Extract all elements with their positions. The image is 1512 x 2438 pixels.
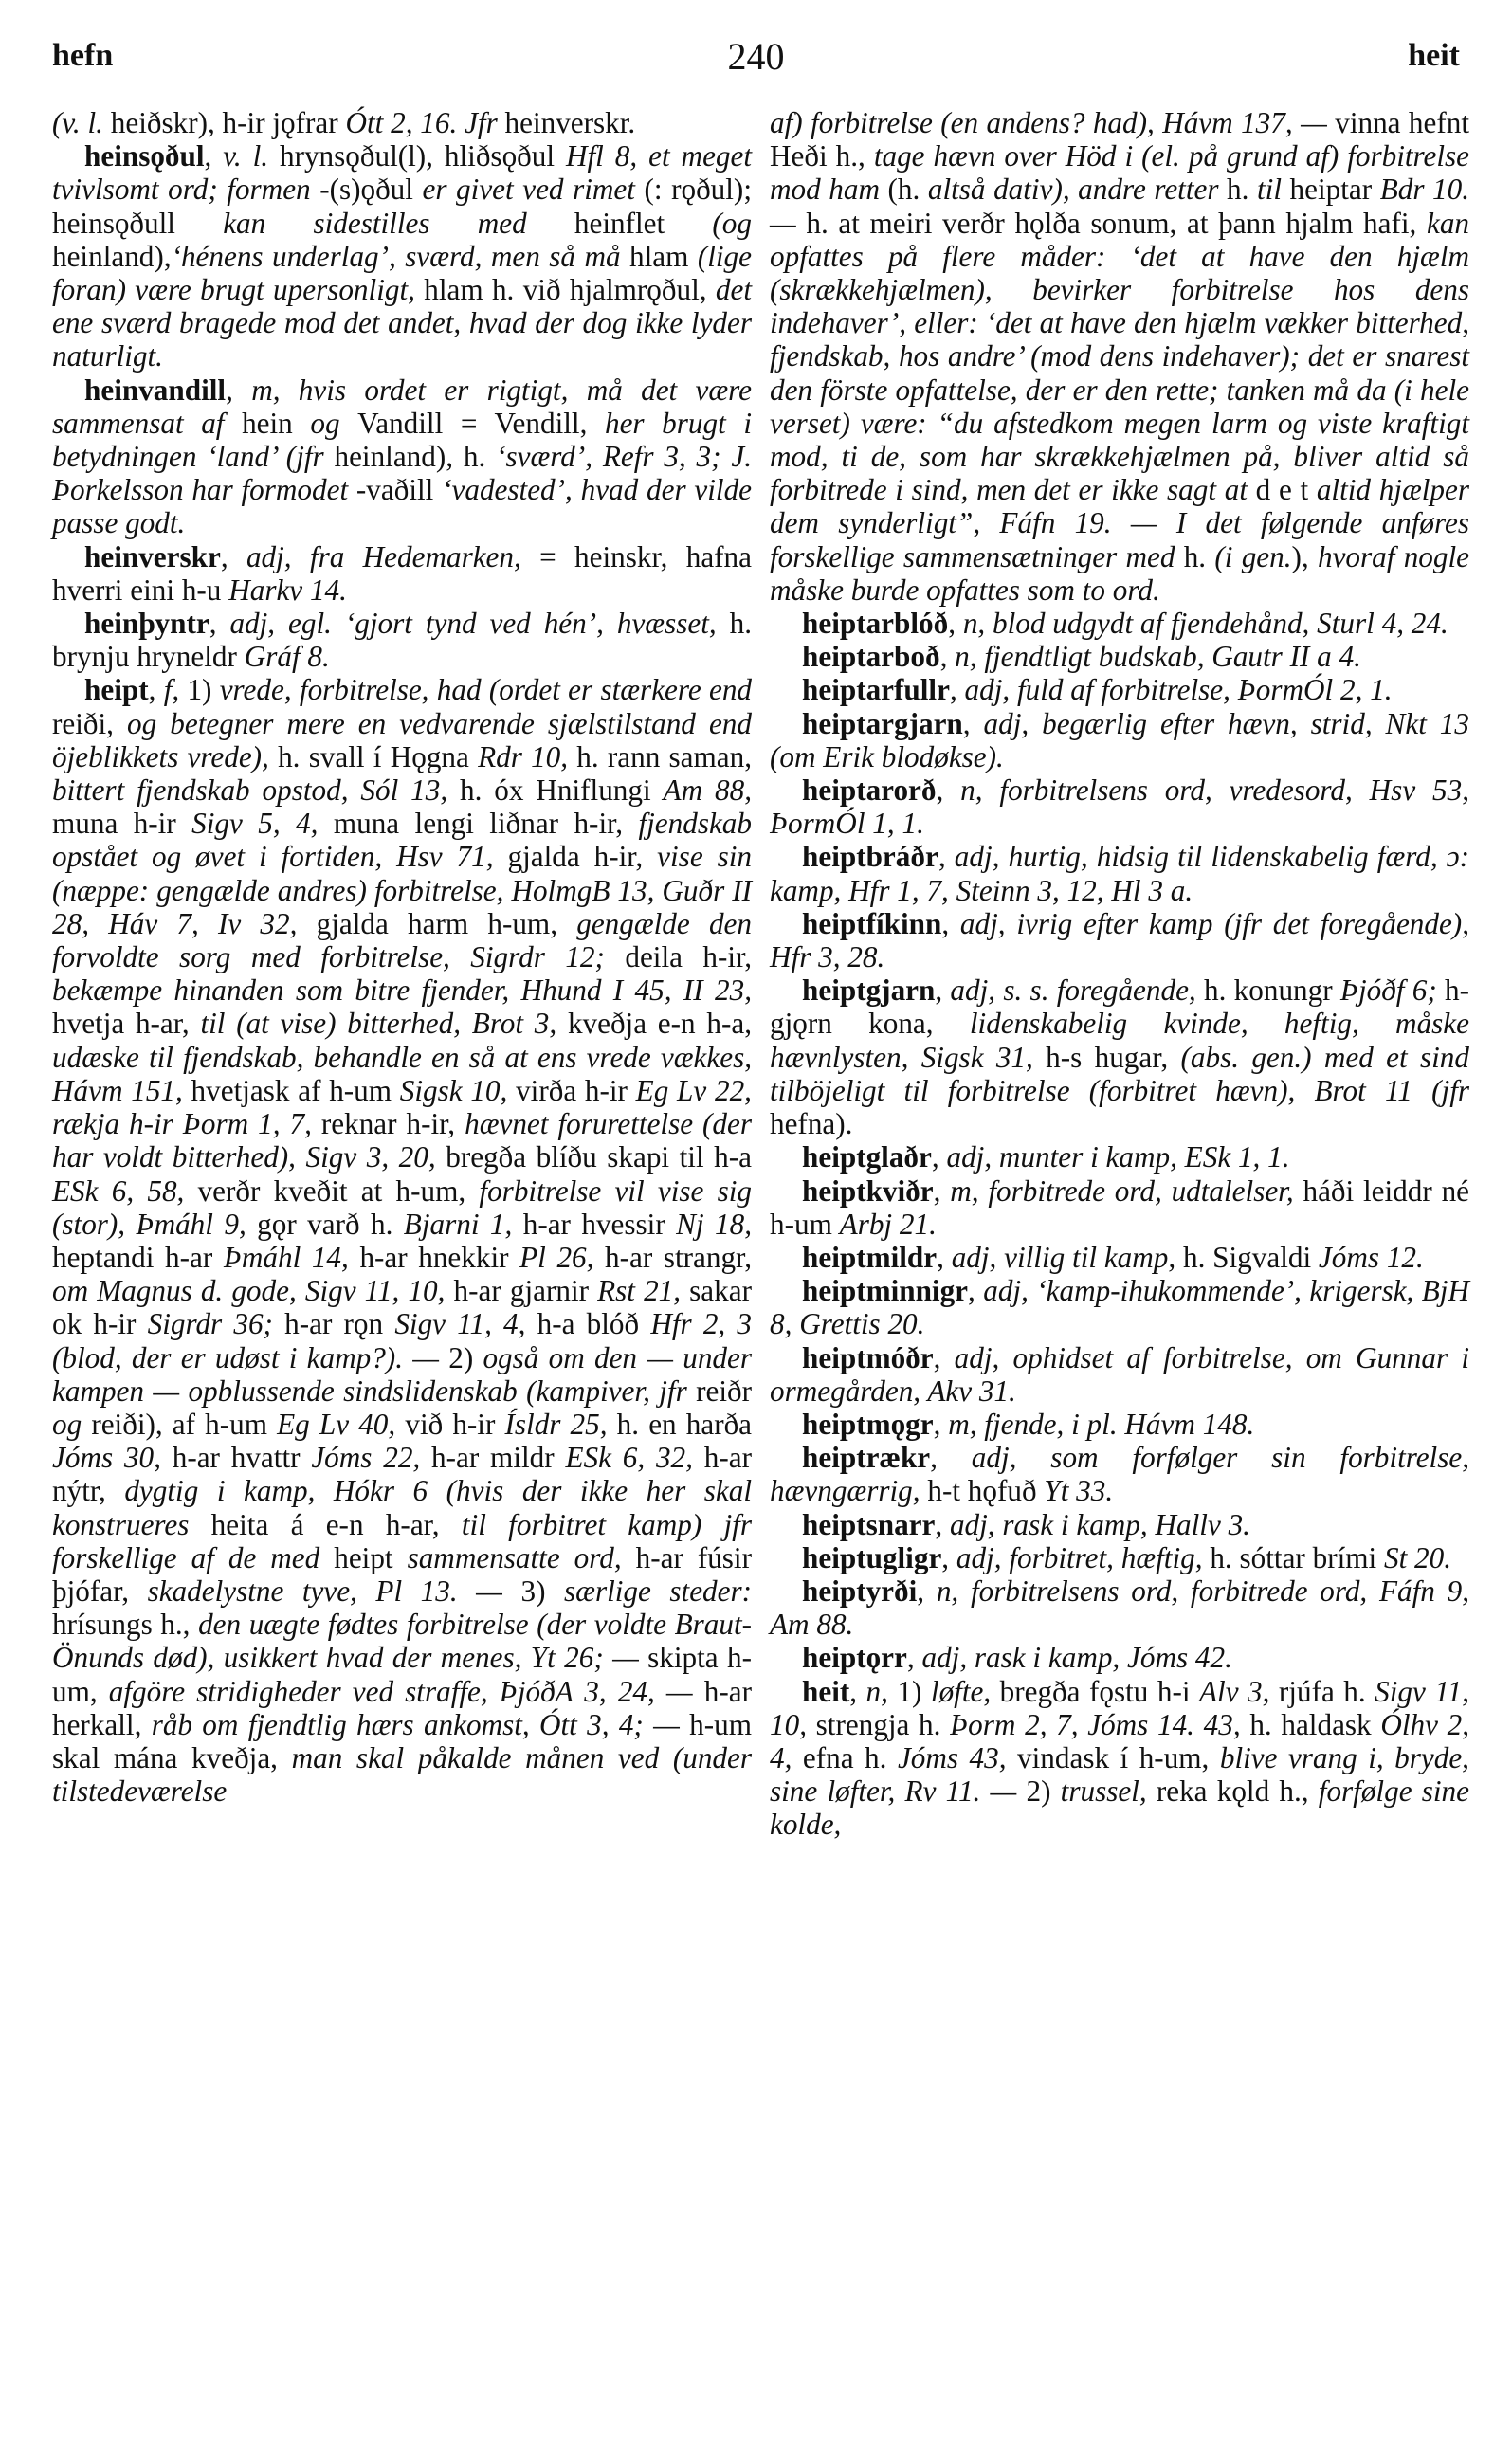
gloss-text: afgöre stridigheder ved straffe, ÞjóðA 3, 24, — xyxy=(108,1674,704,1708)
citation-text: ), xyxy=(1291,539,1318,573)
gloss-text: n, xyxy=(865,1674,898,1708)
citation-text: d e t xyxy=(1255,473,1317,507)
headword: heiptarblóð xyxy=(802,607,949,641)
gloss-text: (lige foran) være brugt upersonligt, xyxy=(52,239,752,307)
citation-text: (: rǫðul); heinsǫðull xyxy=(52,173,752,240)
headword: heinvandill xyxy=(84,373,227,407)
citation-text: við h-ir xyxy=(405,1407,505,1441)
citation-text: hrynsǫðul(l), hliðsǫðul xyxy=(279,139,566,173)
citation-text: hvetja h-ar, xyxy=(52,1007,201,1041)
citation-text: verðr kveðit at h-um, xyxy=(197,1174,480,1208)
page-header xyxy=(52,27,1460,83)
gloss-text: adj, rask i kamp, Jóms 42. xyxy=(921,1641,1232,1675)
citation-text: rjúfa h. xyxy=(1278,1674,1375,1708)
dictionary-entry xyxy=(770,1274,1469,1340)
gloss-text: n, fjendtligt budskab, Gautr II a 4. xyxy=(955,640,1361,674)
header-right-guide-word: heit xyxy=(1408,38,1460,73)
gloss-text: til xyxy=(1256,173,1290,207)
citation-text: , xyxy=(935,973,951,1008)
gloss-text: vrede, forbitrelse, had (ordet er stærkere end xyxy=(219,673,753,707)
citation-text: gǫr varð h. xyxy=(257,1207,404,1241)
headword: heiptargjarn xyxy=(802,706,963,740)
gloss-text: af) forbitrelse (en andens? had), Hávm 137, — xyxy=(770,106,1336,139)
citation-text: hlam xyxy=(629,239,698,273)
gloss-text: ESk 6, 32, xyxy=(565,1441,704,1475)
citation-text: háði leiddr né h-um xyxy=(770,1174,1470,1241)
gloss-text: adj, hurtig, hidsig til lidenskabelig færd, ɔ: kamp, Hfr 1, 7, Steinn 3, 12, Hl 3 a. xyxy=(770,840,1469,907)
citation-text: h-ar rǫn xyxy=(284,1307,395,1341)
citation-text: h-ar hvattr xyxy=(172,1441,312,1475)
headword: heiptǫrr xyxy=(802,1641,907,1675)
gloss-text: man skal påkalde månen ved (under tilstedeværelse xyxy=(52,1740,752,1809)
citation-text: h-s hugar, xyxy=(1046,1040,1181,1074)
gloss-text: m, forbitrede ord, udtalelser, xyxy=(950,1174,1303,1208)
citation-text: reiði, xyxy=(52,706,128,740)
gloss-text: det ene sværd bragede mod det andet, hvad der dog ikke lyder naturligt. xyxy=(52,273,752,373)
gloss-text: forbitrelse vil vise sig (stor), Þmáhl 9, xyxy=(52,1174,752,1241)
citation-text: reiðr xyxy=(696,1374,752,1408)
citation-text: , xyxy=(931,1140,947,1174)
citation-text: heita á e-n h-ar, xyxy=(210,1507,462,1541)
citation-text: strengja h. xyxy=(815,1707,951,1741)
citation-text: , xyxy=(933,1340,955,1374)
citation-text: h-gjǫrn kona, xyxy=(770,973,1469,1041)
citation-text: 1) xyxy=(187,673,220,707)
gloss-text: og betegner mere en vedvarende sjælstilstand end öjeblikkets vrede), xyxy=(52,706,752,773)
gloss-text: adj, som forfølger sin forbitrelse, hævngærrig, xyxy=(770,1441,1469,1508)
gloss-text: adj, fuld af forbitrelse, ÞormÓl 2, 1. xyxy=(964,673,1393,707)
dictionary-entry xyxy=(52,139,752,373)
citation-text: h-ar hnekkir xyxy=(359,1240,520,1274)
gloss-text: og xyxy=(310,406,358,440)
citation-text: sakar ok h-ir xyxy=(52,1274,752,1341)
gloss-text: Pl 26, xyxy=(519,1240,606,1274)
gloss-text: sammensatte ord, xyxy=(407,1540,636,1574)
citation-text: 3) xyxy=(520,1574,564,1608)
citation-text: h-ar mildr xyxy=(431,1441,566,1475)
citation-text: hrísungs h., xyxy=(52,1608,199,1642)
gloss-text: (i gen. xyxy=(1214,539,1292,573)
gloss-text: Bdr 10. — xyxy=(770,173,1470,240)
gloss-text: n, forbitrelsens ord, vredesord, Hsv 53, ÞormÓl 1, 1. xyxy=(770,773,1469,841)
citation-text: , xyxy=(933,1407,949,1441)
gloss-text: bittert fjendskab opstod, Sól 13, xyxy=(52,773,461,808)
citation-text: h. Sigvaldi xyxy=(1182,1240,1319,1274)
dictionary-entry xyxy=(770,1508,1469,1541)
citation-text: = heinskr, hafna hverri eini h-u xyxy=(52,539,752,607)
headword: heiptarfullr xyxy=(802,673,950,707)
citation-text: h-ar fúsir þjófar, xyxy=(52,1540,752,1608)
citation-text: , xyxy=(968,1274,984,1308)
headword: heiptglaðr xyxy=(802,1140,932,1174)
gloss-text: trussel, xyxy=(1060,1774,1157,1809)
gloss-text: kan sidestilles med xyxy=(223,206,574,240)
gloss-text: bekæmpe hinanden som bitre fjender, Hhund I 45, II 23, xyxy=(52,973,752,1008)
citation-text: h. en harða xyxy=(616,1407,753,1441)
headword: heiptfíkinn xyxy=(802,906,942,940)
citation-text: , xyxy=(962,706,984,740)
left-column xyxy=(52,106,752,1808)
citation-text: skipta h-um, xyxy=(52,1641,752,1708)
citation-text: h. xyxy=(1183,539,1215,573)
gloss-text: hvoraf nogle måske burde opfattes som to ord. xyxy=(770,539,1469,607)
citation-text: gjalda harm h-um, xyxy=(316,906,577,940)
gloss-text: Jóms 43, xyxy=(897,1740,1018,1774)
headword: heiptminnigr xyxy=(802,1274,969,1308)
dictionary-entry xyxy=(770,640,1469,673)
dictionary-entry xyxy=(52,607,752,673)
gloss-text: adj, s. s. foregående, xyxy=(950,973,1204,1008)
citation-text: h. sóttar brími xyxy=(1210,1540,1384,1574)
gloss-text: Eg Lv 40, xyxy=(277,1407,406,1441)
headword: heit xyxy=(802,1674,850,1708)
citation-text: , xyxy=(849,1674,866,1708)
gloss-text: adj, ivrig efter kamp (jfr det foregående), Hfr 3, 28. xyxy=(770,906,1469,974)
citation-text: vindask í h-um, xyxy=(1017,1740,1220,1774)
citation-text: heiðskr), h-ir jǫfrar xyxy=(110,106,346,139)
citation-text: hefna). xyxy=(770,1107,853,1141)
gloss-text: adj, villig til kamp, xyxy=(951,1240,1183,1274)
citation-text: virða h-ir xyxy=(516,1073,636,1107)
dictionary-entry xyxy=(52,106,752,139)
headword: heinþyntr xyxy=(84,607,209,641)
gloss-text: løfte, xyxy=(930,1674,1000,1708)
citation-text: h-a blóð xyxy=(537,1307,651,1341)
citation-text: reiði), af h-um xyxy=(91,1407,278,1441)
citation-text: h. haldask xyxy=(1249,1707,1381,1741)
gloss-text: særlige steder: xyxy=(564,1574,752,1608)
headword: heiptgjarn xyxy=(802,973,936,1008)
gloss-text: er givet ved rimet xyxy=(422,173,645,207)
gloss-text: ‘hénens underlag’, sværd, men så må xyxy=(171,239,630,273)
citation-text: bregða blíðu skapi til h-a xyxy=(446,1140,752,1174)
citation-text: bregða fǫstu h-i xyxy=(999,1674,1199,1708)
citation-text: (h. xyxy=(887,173,928,207)
gloss-text: Eg Lv 22, rækja h-ir Þorm 1, 7, xyxy=(52,1073,752,1141)
citation-text: , xyxy=(209,607,230,641)
gloss-text: adj, rask i kamp, Hallv 3. xyxy=(949,1507,1250,1541)
gloss-text: Sigv 5, 4, xyxy=(191,807,334,841)
citation-text: h-ar herkall, xyxy=(52,1674,752,1741)
gloss-text: Þmáhl 14, xyxy=(223,1240,360,1274)
headword: heiptmildr xyxy=(802,1240,938,1274)
gloss-text: gengælde den forvoldte sorg med forbitrelse, Sigrdr 12; xyxy=(52,906,752,974)
gloss-text: Nj 18, xyxy=(676,1207,753,1241)
dictionary-entry xyxy=(770,907,1469,973)
citation-text: , xyxy=(936,773,961,808)
citation-text: , xyxy=(917,1574,937,1608)
citation-text: , xyxy=(204,139,224,173)
gloss-text: ‘sværd’, Refr 3, 3; J. Þorkelsson har formodet xyxy=(52,440,752,507)
gloss-text: kan opfattes på flere måder: ‘det at have den hjælm (skrækkehjælmen), bevirker forbitrelse hos dens indehaver’, eller: ‘det at have den hjælm vækker bitterhed, fjendskab, hos andre’ (mod dens indehaver); det er snarest den förste opfattelse, der er den rette; tanken må da (i hele verset) være: “du afstedkom megen larm og viste kraftigt mod, ti de, som har skrækkehjælmen på, bliver altid så forbitrede i sind, men det er ikke sagt at xyxy=(770,206,1470,507)
headword: heinverskr xyxy=(84,539,221,573)
gloss-text: fjendskab opstået og øvet i fortiden, Hsv 71, xyxy=(52,807,752,874)
gloss-text: St 20. xyxy=(1383,1540,1452,1574)
gloss-text: Þorm 2, 7, Jóms 14. 43, xyxy=(950,1707,1250,1741)
citation-text: h-ar hvessir xyxy=(522,1207,677,1241)
gloss-text: v. l. xyxy=(223,139,280,173)
gloss-text: forfølge sine kolde, xyxy=(770,1774,1469,1842)
citation-text: heipt xyxy=(334,1540,408,1574)
headword: heipt xyxy=(84,673,149,707)
gloss-text: og xyxy=(52,1407,92,1441)
gloss-text: også om den — under kampen — opblussende sindslidenskab (kampiver, jfr xyxy=(52,1340,752,1408)
citation-text: 1) xyxy=(897,1674,931,1708)
citation-text: h-ar strangr, xyxy=(605,1240,752,1274)
dictionary-entry xyxy=(770,106,1469,607)
gloss-text: skadelystne tyve, Pl 13. — xyxy=(147,1574,521,1608)
dictionary-entry xyxy=(770,1675,1469,1842)
gloss-text: Yt 33. xyxy=(1044,1474,1114,1508)
citation-text: , xyxy=(906,1641,922,1675)
gloss-text: Harkv 14. xyxy=(228,573,347,607)
citation-text: h-ar nýtr, xyxy=(52,1441,752,1508)
citation-text: , xyxy=(226,373,252,407)
citation-text: h. at meiri verðr hǫlða sonum, at þann hjalm hafi, xyxy=(806,206,1427,240)
citation-text: hein xyxy=(242,406,311,440)
gloss-text: vise sin (næppe: gengælde andres) forbitrelse, HolmgB 13, Guðr II 28, Háv 7, Iv 32, xyxy=(52,840,752,940)
dictionary-entry xyxy=(52,673,752,1808)
headword: heiptrækr xyxy=(802,1441,931,1475)
citation-text: , xyxy=(220,539,246,573)
gloss-text: (abs. gen.) med et sind tilböjeligt til forbitrelse (forbitret hævn), Brot 11 (jfr xyxy=(770,1040,1469,1107)
gloss-text: adj, fra Hedemarken, xyxy=(246,539,540,573)
gloss-text: altid hjælper dem synderligt”, Fáfn 19. — I det følgende anføres forskellige sammensætninger med xyxy=(770,473,1469,573)
gloss-text: adj, ‘kamp-ihukommende’, krigersk, BjH 8, Grettis 20. xyxy=(770,1274,1469,1341)
headword: heiptugligr xyxy=(802,1540,942,1574)
gloss-text: Rst 21, xyxy=(597,1274,690,1308)
citation-text: gjalda h-ir, xyxy=(507,840,658,874)
gloss-text: Sigsk 10, xyxy=(399,1073,517,1107)
gloss-text: n, blod udgydt af fjendehånd, Sturl 4, 24. xyxy=(962,607,1448,641)
gloss-text: Sigv 11, 4, xyxy=(394,1307,537,1341)
gloss-text: Gráf 8. xyxy=(244,640,330,674)
citation-text: , xyxy=(948,607,963,641)
citation-text: , xyxy=(148,673,164,707)
gloss-text: Ótt 2, 16. Jfr xyxy=(345,106,505,139)
headword: heinsǫðul xyxy=(84,139,205,173)
dictionary-entry xyxy=(770,1140,1469,1174)
gloss-text: Sigv 11, 10, xyxy=(770,1674,1470,1741)
gloss-text: adj, begærlig efter hævn, strid, Nkt 13 (om Erik blodøkse). xyxy=(770,706,1469,773)
gloss-text: Þjóðf 6; xyxy=(1339,973,1446,1008)
gloss-text: (v. l. xyxy=(52,106,111,139)
citation-text: 2) xyxy=(1026,1774,1061,1809)
citation-text: muna lengi liðnar h-ir, xyxy=(333,807,639,841)
gloss-text: adj, forbitret, hæftig, xyxy=(956,1540,1211,1574)
citation-text: , xyxy=(949,673,965,707)
gloss-text: Alv 3, xyxy=(1198,1674,1279,1708)
gloss-text: Hfl 8, et meget tvivlsomt ord; formen xyxy=(52,139,753,207)
dictionary-entry xyxy=(770,1174,1469,1241)
gloss-text: altså dativ), andre retter xyxy=(927,173,1228,207)
gloss-text: Ólhv 2, 4, xyxy=(770,1707,1469,1774)
headword: heiptyrði xyxy=(802,1574,918,1608)
citation-text: , xyxy=(938,840,955,874)
gloss-text: adj, egl. ‘gjort tynd ved hén’, hvæsset, xyxy=(229,607,730,641)
citation-text: h-t hǫfuð xyxy=(927,1474,1045,1508)
headword: heiptsnarr xyxy=(802,1507,936,1541)
citation-text: , xyxy=(930,1441,972,1475)
gloss-text: ESk 6, 58, xyxy=(52,1174,198,1208)
gloss-text: udæske til fjendskab, behandle en så at ens vrede vækkes, Hávm 151, xyxy=(52,1040,752,1107)
citation-text: efna h. xyxy=(802,1740,898,1774)
citation-text: h-um skal mána kveðja, xyxy=(52,1707,752,1774)
gloss-text: Rdr 10, xyxy=(478,739,577,773)
gloss-text: dygtig i kamp, Hókr 6 (hvis der ikke her skal konstrueres xyxy=(52,1474,752,1541)
headword: heiptmǫgr xyxy=(802,1407,934,1441)
citation-text: heinverskr. xyxy=(504,106,636,139)
headword: heiptbráðr xyxy=(802,840,938,874)
gloss-text: f, xyxy=(163,673,188,707)
dictionary-entry xyxy=(770,1641,1469,1674)
gloss-text: m, fjende, i pl. Hávm 148. xyxy=(948,1407,1255,1441)
gloss-text: Bjarni 1, xyxy=(403,1207,523,1241)
dictionary-entry xyxy=(770,1441,1469,1507)
citation-text: , xyxy=(941,1540,956,1574)
headword: heiptkviðr xyxy=(802,1174,934,1208)
dictionary-entry xyxy=(770,707,1469,773)
citation-text: heiptar xyxy=(1289,173,1380,207)
page-number: 240 xyxy=(727,35,785,78)
dictionary-entry xyxy=(770,1574,1469,1641)
dictionary-entry xyxy=(770,1241,1469,1274)
citation-text: , xyxy=(933,1174,951,1208)
gloss-text: Sigrdr 36; xyxy=(147,1307,285,1341)
citation-text: hlam h. við hjalmrǫðul, xyxy=(424,273,716,307)
gloss-text: ‘vadested’, hvad der vilde passe godt. xyxy=(52,473,753,540)
gloss-text: n, forbitrelsens ord, forbitrede ord, Fáfn 9, Am 88. xyxy=(770,1574,1469,1642)
citation-text: muna h-ir xyxy=(52,807,192,841)
citation-text: 2) xyxy=(448,1340,483,1374)
gloss-text: m, hvis ordet er rigtigt, må det være sammensat af xyxy=(52,373,752,440)
gloss-text: blive vrang i, bryde, sine løfter, Rv 11. — xyxy=(770,1740,1469,1809)
citation-text: , xyxy=(939,640,956,674)
gloss-text: Arbj 21. xyxy=(839,1207,937,1241)
citation-text: heptandi h-ar xyxy=(52,1240,224,1274)
citation-text: h. rann saman, xyxy=(576,739,753,773)
headword: heiptarorð xyxy=(802,773,937,808)
citation-text: , xyxy=(937,1240,952,1274)
citation-text: h. svall í Hǫgna xyxy=(278,739,479,773)
citation-text: deila h-ir, xyxy=(625,940,753,974)
citation-text: vinna hefnt Heði h., xyxy=(770,106,1469,173)
gloss-text: Jóms 12. xyxy=(1318,1240,1424,1274)
headword: heiptarboð xyxy=(802,640,940,674)
gloss-text: lidenskabelig kvinde, heftig, måske hævnlysten, Sigsk 31, xyxy=(770,1007,1469,1074)
gloss-text: den uægte fødtes forbitrelse (der voldte Braut-Önunds død), usikkert hvad der menes, Yt 26; — xyxy=(52,1608,753,1675)
citation-text: h-ar gjarnir xyxy=(453,1274,598,1308)
gloss-text: Hfr 2, 3 (blod, der er udøst i kamp?). — xyxy=(52,1307,753,1374)
gloss-text: adj, munter i kamp, ESk 1, 1. xyxy=(946,1140,1290,1174)
headword: heiptmóðr xyxy=(802,1340,934,1374)
dictionary-entry xyxy=(770,1408,1469,1441)
gloss-text: hævnet forurettelse (der har voldt bitterhed), Sigv 3, 20, xyxy=(52,1107,753,1174)
citation-text: kveðja e-n h-a, xyxy=(567,1007,752,1041)
dictionary-entry xyxy=(770,773,1469,840)
citation-text: hvetjask af h-um xyxy=(191,1073,400,1107)
gloss-text: Jóms 22, xyxy=(311,1441,432,1475)
citation-text: h. brynju hryneldr xyxy=(52,607,752,674)
citation-text: heinland), xyxy=(52,239,172,273)
gloss-text: Jóms 30, xyxy=(52,1441,173,1475)
citation-text: -(s)ǫðul xyxy=(319,173,423,207)
gloss-text: Ísldr 25, xyxy=(504,1407,617,1441)
dictionary-entry xyxy=(770,673,1469,706)
dictionary-entry xyxy=(770,607,1469,640)
citation-text: h. konungr xyxy=(1204,973,1340,1008)
gloss-text: råb om fjendtlig hærs ankomst, Ótt 3, 4; — xyxy=(151,1707,690,1741)
gloss-text: til (at vise) bitterhed, Brot 3, xyxy=(200,1007,568,1041)
citation-text: reka kǫld h., xyxy=(1156,1774,1319,1809)
citation-text: -vaðill xyxy=(355,473,443,507)
right-column xyxy=(770,106,1469,1842)
dictionary-entry xyxy=(770,1341,1469,1408)
dictionary-entry xyxy=(770,840,1469,906)
gloss-text: (og xyxy=(712,206,752,240)
citation-text: heinland), h. xyxy=(334,440,497,474)
dictionary-entry xyxy=(770,973,1469,1140)
header-left-guide-word: hefn xyxy=(52,38,114,73)
citation-text: Vandill = Vendill, xyxy=(357,406,605,440)
dictionary-entry xyxy=(52,540,752,607)
citation-text: h. óx Hniflungi xyxy=(460,773,664,808)
citation-text: heinflet xyxy=(574,206,713,240)
gloss-text: Am 88, xyxy=(663,773,752,808)
dictionary-entry xyxy=(52,373,752,540)
gloss-text: adj, ophidset af forbitrelse, om Gunnar i ormegården, Akv 31. xyxy=(770,1340,1469,1408)
citation-text: reknar h-ir, xyxy=(320,1107,465,1141)
citation-text: h. xyxy=(1227,173,1257,207)
gloss-text: tage hævn over Höd i (el. på grund af) forbitrelse mod ham xyxy=(770,139,1470,207)
citation-text: , xyxy=(935,1507,950,1541)
dictionary-entry xyxy=(770,1541,1469,1574)
gloss-text: om Magnus d. gode, Sigv 11, 10, xyxy=(52,1274,454,1308)
gloss-text: til forbitret kamp) jfr forskellige af de med xyxy=(52,1507,752,1574)
citation-text: , xyxy=(941,906,960,940)
gloss-text: her brugt i betydningen ‘land’ (jfr xyxy=(52,406,753,474)
